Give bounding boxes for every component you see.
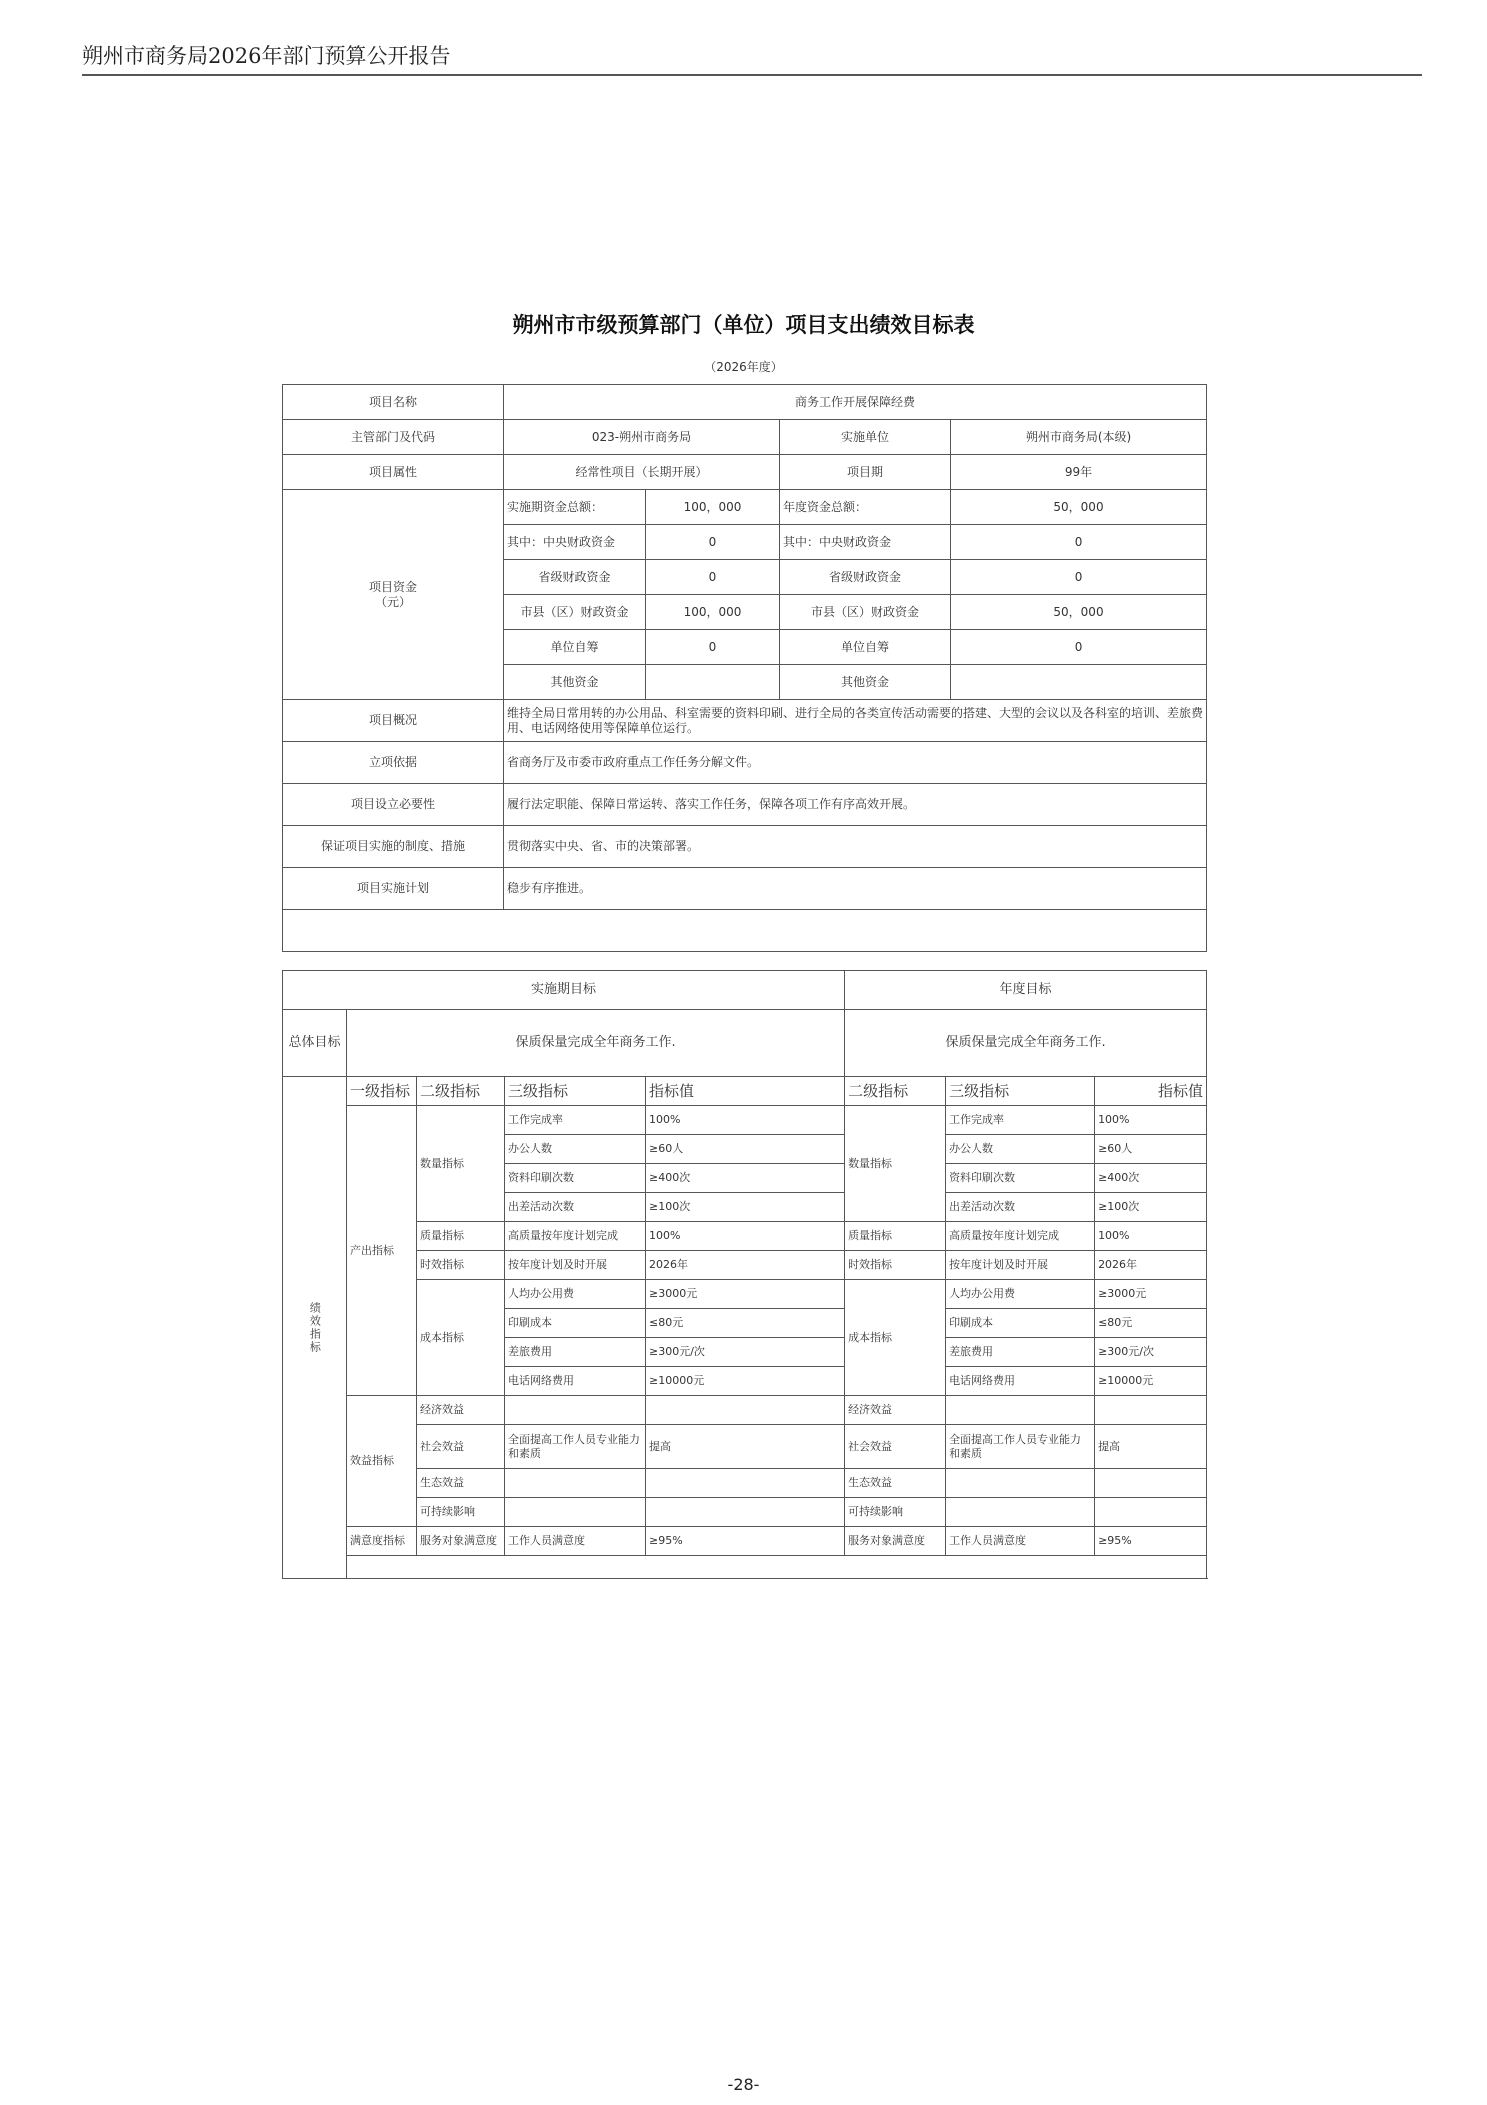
indicator-level3-year — [946, 1396, 1095, 1425]
cost-indicator-label-year: 成本指标 — [845, 1280, 946, 1396]
basis-value: 省商务厅及市委市政府重点工作任务分解文件。 — [504, 742, 1207, 784]
indicator-value-year: ≥400次 — [1095, 1164, 1207, 1193]
funds-row — [283, 490, 1207, 525]
indicator-level2: 可持续影响 — [417, 1498, 505, 1527]
funds-value-right: 0 — [951, 630, 1207, 665]
funds-value-right — [951, 665, 1207, 700]
indicator-level2-year: 经济效益 — [845, 1396, 946, 1425]
funds-label-right: 单位自筹 — [780, 630, 951, 665]
indicator-level2: 时效指标 — [417, 1251, 505, 1280]
goal-header-row — [283, 971, 1207, 1010]
bottom-blank-cell — [347, 1556, 1207, 1579]
blank-spacer-cell — [283, 910, 1207, 952]
indicator-level3: 工作完成率 — [505, 1106, 646, 1135]
indicator-value: ≥95% — [646, 1527, 845, 1556]
funds-label-left: 实施期资金总额： — [504, 490, 646, 525]
indicator-value-year: ≥95% — [1095, 1527, 1207, 1556]
indicator-value: ≥10000元 — [646, 1367, 845, 1396]
year-goal-header: 年度目标 — [845, 971, 1207, 1010]
funds-label-right: 年度资金总额： — [780, 490, 951, 525]
header-rule — [82, 74, 1422, 76]
implementing-unit-label: 实施单位 — [780, 420, 951, 455]
indicator-value-year: 提高 — [1095, 1425, 1207, 1469]
indicator-level3: 资料印刷次数 — [505, 1164, 646, 1193]
indicator-value: 2026年 — [646, 1251, 845, 1280]
indicator-value-year: 2026年 — [1095, 1251, 1207, 1280]
indicator-value — [646, 1498, 845, 1527]
indicator-row — [283, 1251, 1207, 1280]
indicator-level2-year: 生态效益 — [845, 1469, 946, 1498]
indicator-level3: 出差活动次数 — [505, 1193, 646, 1222]
benefit-indicator-label: 效益指标 — [347, 1396, 417, 1527]
project-funds-title: 项目资金 — [368, 579, 417, 594]
funds-label-left: 省级财政资金 — [504, 560, 646, 595]
value-header: 指标值 — [646, 1077, 845, 1106]
project-funds-unit: （元） — [374, 594, 411, 609]
output-indicator-label: 产出指标 — [347, 1106, 417, 1396]
indicator-value: 提高 — [646, 1425, 845, 1469]
impl-goal-header: 实施期目标 — [283, 971, 845, 1010]
level3-header: 三级指标 — [505, 1077, 646, 1106]
indicator-level3: 高质量按年度计划完成 — [505, 1222, 646, 1251]
funds-label-right: 省级财政资金 — [780, 560, 951, 595]
basis-label: 立项依据 — [283, 742, 504, 784]
indicator-value-year: ≥300元/次 — [1095, 1338, 1207, 1367]
performance-table — [282, 970, 1207, 1579]
indicator-level2: 社会效益 — [417, 1425, 505, 1469]
plan-value: 稳步有序推进。 — [504, 868, 1207, 910]
indicator-level3: 电话网络费用 — [505, 1367, 646, 1396]
overview-label: 项目概况 — [283, 700, 504, 742]
indicator-value-year: ≥10000元 — [1095, 1367, 1207, 1396]
indicator-level3: 按年度计划及时开展 — [505, 1251, 646, 1280]
indicator-level3: 差旅费用 — [505, 1338, 646, 1367]
indicator-level3 — [505, 1498, 646, 1527]
indicator-value-year: ≥3000元 — [1095, 1280, 1207, 1309]
document-title: 朔州市市级预算部门（单位）项目支出绩效目标表 — [512, 313, 975, 337]
row-department — [283, 420, 1207, 455]
indicator-level2-year: 服务对象满意度 — [845, 1527, 946, 1556]
measures-value: 贯彻落实中央、省、市的决策部署。 — [504, 826, 1207, 868]
indicator-value: ≥3000元 — [646, 1280, 845, 1309]
department-label: 主管部门及代码 — [283, 420, 504, 455]
indicator-level3-year: 差旅费用 — [946, 1338, 1095, 1367]
indicator-row — [283, 1280, 1207, 1309]
indicator-level2-year: 可持续影响 — [845, 1498, 946, 1527]
overall-goal-row — [283, 1010, 1207, 1077]
quantity-indicator-label: 数量指标 — [417, 1106, 505, 1222]
funds-value-left — [646, 665, 780, 700]
indicator-level3: 工作人员满意度 — [505, 1527, 646, 1556]
document-year: （2026年度） — [704, 360, 783, 374]
indicator-value — [646, 1396, 845, 1425]
indicator-level3-year: 全面提高工作人员专业能力和素质 — [946, 1425, 1095, 1469]
overview-value: 维持全局日常用转的办公用品、科室需要的资料印刷、进行全局的各类宣传活动需要的搭建、大型的会议以及各科室的培训、差旅费用、电话网络使用等保障单位运行。 — [504, 700, 1207, 742]
indicator-value-year: ≥60人 — [1095, 1135, 1207, 1164]
level1-header: 一级指标 — [347, 1077, 417, 1106]
indicator-level3-year: 工作人员满意度 — [946, 1527, 1095, 1556]
project-name-value: 商务工作开展保障经费 — [504, 385, 1207, 420]
indicator-value: ≥400次 — [646, 1164, 845, 1193]
performance-indicator-side-label: 绩效指标 — [283, 1077, 347, 1579]
funds-value-left: 0 — [646, 560, 780, 595]
row-measures — [283, 826, 1207, 868]
indicator-level2: 质量指标 — [417, 1222, 505, 1251]
funds-label-left: 其他资金 — [504, 665, 646, 700]
indicator-level3-year — [946, 1498, 1095, 1527]
funds-label-right: 其中：中央财政资金 — [780, 525, 951, 560]
indicator-value: ≥60人 — [646, 1135, 845, 1164]
plan-label: 项目实施计划 — [283, 868, 504, 910]
implementing-unit-value: 朔州市商务局(本级) — [951, 420, 1207, 455]
indicator-level3-year: 资料印刷次数 — [946, 1164, 1095, 1193]
indicator-row — [283, 1106, 1207, 1135]
funds-value-left: 0 — [646, 630, 780, 665]
indicator-value-year — [1095, 1396, 1207, 1425]
indicator-level3-year: 出差活动次数 — [946, 1193, 1095, 1222]
funds-value-right: 0 — [951, 560, 1207, 595]
project-name-label: 项目名称 — [283, 385, 504, 420]
indicator-row — [283, 1527, 1207, 1556]
funds-label-right: 其他资金 — [780, 665, 951, 700]
overall-goal-year: 保质保量完成全年商务工作. — [845, 1010, 1207, 1077]
necessity-value: 履行法定职能、保障日常运转、落实工作任务，保障各项工作有序高效开展。 — [504, 784, 1207, 826]
indicator-value-year — [1095, 1469, 1207, 1498]
indicator-value-year: ≥100次 — [1095, 1193, 1207, 1222]
row-attribute — [283, 455, 1207, 490]
indicator-level3-year: 工作完成率 — [946, 1106, 1095, 1135]
indicator-level3 — [505, 1469, 646, 1498]
project-period-label: 项目期 — [780, 455, 951, 490]
indicator-row — [283, 1396, 1207, 1425]
row-project-name — [283, 385, 1207, 420]
necessity-label: 项目设立必要性 — [283, 784, 504, 826]
indicator-level3: 全面提高工作人员专业能力和素质 — [505, 1425, 646, 1469]
indicator-level3: 印刷成本 — [505, 1309, 646, 1338]
funds-value-right: 50，000 — [951, 490, 1207, 525]
page-header: 朔州市商务局2026年部门预算公开报告 — [82, 44, 451, 68]
indicator-value: ≤80元 — [646, 1309, 845, 1338]
indicator-header-row — [283, 1077, 1207, 1106]
indicator-level3-year: 高质量按年度计划完成 — [946, 1222, 1095, 1251]
indicator-value-year: 100% — [1095, 1222, 1207, 1251]
indicator-level3-year: 印刷成本 — [946, 1309, 1095, 1338]
indicator-level3: 人均办公用费 — [505, 1280, 646, 1309]
overall-goal-label: 总体目标 — [283, 1010, 347, 1077]
funds-value-left: 100，000 — [646, 490, 780, 525]
project-attribute-value: 经常性项目（长期开展） — [504, 455, 780, 490]
indicator-value: 100% — [646, 1222, 845, 1251]
indicator-level3-year — [946, 1469, 1095, 1498]
quantity-indicator-label-year: 数量指标 — [845, 1106, 946, 1222]
indicator-level3 — [505, 1396, 646, 1425]
indicator-level3: 办公人数 — [505, 1135, 646, 1164]
indicator-level2: 服务对象满意度 — [417, 1527, 505, 1556]
level2-header-year: 二级指标 — [845, 1077, 946, 1106]
indicator-level3-year: 办公人数 — [946, 1135, 1095, 1164]
funds-value-left: 100，000 — [646, 595, 780, 630]
cost-indicator-label: 成本指标 — [417, 1280, 505, 1396]
row-blank-spacer — [283, 910, 1207, 952]
indicator-level2: 生态效益 — [417, 1469, 505, 1498]
project-funds-label — [283, 490, 504, 700]
funds-label-left: 其中：中央财政资金 — [504, 525, 646, 560]
indicator-row — [283, 1222, 1207, 1251]
indicator-value-year: ≤80元 — [1095, 1309, 1207, 1338]
project-period-value: 99年 — [951, 455, 1207, 490]
project-attribute-label: 项目属性 — [283, 455, 504, 490]
indicator-level3-year: 人均办公用费 — [946, 1280, 1095, 1309]
indicator-value: ≥100次 — [646, 1193, 845, 1222]
overall-goal-impl: 保质保量完成全年商务工作. — [347, 1010, 845, 1077]
funds-label-left: 市县（区）财政资金 — [504, 595, 646, 630]
value-header-year: 指标值 — [1095, 1077, 1207, 1106]
indicator-row — [283, 1425, 1207, 1469]
indicator-value-year — [1095, 1498, 1207, 1527]
level2-header: 二级指标 — [417, 1077, 505, 1106]
indicator-row — [283, 1469, 1207, 1498]
indicator-value — [646, 1469, 845, 1498]
row-plan — [283, 868, 1207, 910]
indicator-level2-year: 时效指标 — [845, 1251, 946, 1280]
measures-label: 保证项目实施的制度、措施 — [283, 826, 504, 868]
funds-label-left: 单位自筹 — [504, 630, 646, 665]
funds-value-left: 0 — [646, 525, 780, 560]
funds-value-right: 50，000 — [951, 595, 1207, 630]
indicator-level2-year: 质量指标 — [845, 1222, 946, 1251]
indicator-level2: 经济效益 — [417, 1396, 505, 1425]
indicator-level3-year: 电话网络费用 — [946, 1367, 1095, 1396]
indicator-level3-year: 按年度计划及时开展 — [946, 1251, 1095, 1280]
indicator-value: ≥300元/次 — [646, 1338, 845, 1367]
indicator-value: 100% — [646, 1106, 845, 1135]
funds-label-right: 市县（区）财政资金 — [780, 595, 951, 630]
bottom-blank-row — [283, 1556, 1207, 1579]
funds-value-right: 0 — [951, 525, 1207, 560]
page-number: -28- — [727, 2075, 760, 2094]
satisfaction-indicator-label: 满意度指标 — [347, 1527, 417, 1556]
indicator-row — [283, 1498, 1207, 1527]
indicator-level2-year: 社会效益 — [845, 1425, 946, 1469]
department-value: 023-朔州市商务局 — [504, 420, 780, 455]
level3-header-year: 三级指标 — [946, 1077, 1095, 1106]
project-info-table — [282, 384, 1207, 952]
indicator-value-year: 100% — [1095, 1106, 1207, 1135]
row-necessity — [283, 784, 1207, 826]
row-basis — [283, 742, 1207, 784]
row-overview — [283, 700, 1207, 742]
